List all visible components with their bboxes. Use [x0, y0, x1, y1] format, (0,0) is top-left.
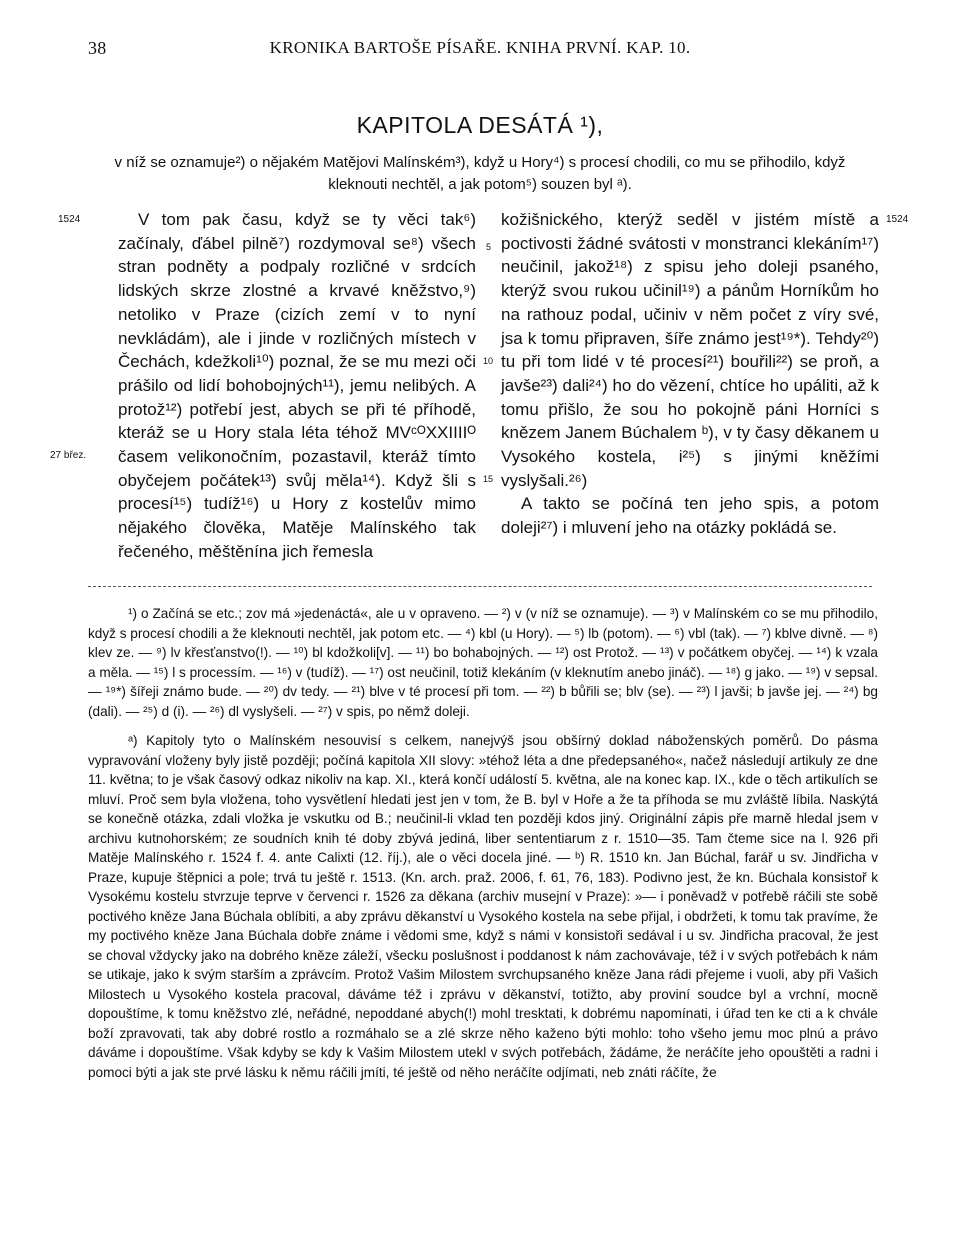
- footnote-variants: ¹) o Začíná se etc.; zov má »jedenáctá«, ale u v opraveno. — ²) v (v níž se oznamuje). — ³) v Malínském co se mu přihodilo, když s procesí chodili a že kleknouti nechtěl, jak potom etc. — ⁴) kbl (u Hory). — ⁵) lb (potom). — ⁶) vbl (tak). — ⁷) kblve divně. — ⁸) klev ze. — ⁹) lv křesťanstvo(!). — ¹⁰) bl kdožkoli[v]. — ¹¹) bo bohabojných. — ¹²) ost Protož. — ¹³) v počátkem obyčej. — ¹⁴) k vzala a měla. — ¹⁵) l s processím. — ¹⁶) v (tudíž). — ¹⁷) ost neučinil, totiž klekáním (v kleknutím anebo jináč). — ¹⁸) g jako. — ¹⁹) v sepsal. — ¹⁹*) šířeji známo bude. — ²⁰) dv tedy. — ²¹) blve v té procesí při tom. — ²²) b bůřili se; blv (se). — ²³) l javši; b javše jej. — ²⁴) bg (dali). — ²⁵) d (i). — ²⁶) dl vyslyšeli. — ²⁷) v spis, po němž doleji.: [88, 606, 878, 719]
- chapter-subtitle: v níž se oznamuje²) o nějakém Matějovi Malínském³), když u Hory⁴) s procesí chodili, co mu se přihodilo, když kleknouti nechtěl, a jak potom⁵) souzen byl ᵃ).: [114, 154, 846, 193]
- line-number-10: 10: [483, 356, 494, 366]
- running-header: [88, 38, 872, 62]
- footnotes: [88, 604, 878, 1082]
- left-paragraph-1: V tom pak času, když se ty věci tak⁶) začínaly, ďábel pilně⁷) rozdymoval se⁸) všech stran podněty a podpaly rozličné v srdcích lidských skrze zlostné a krvavé kněžstvo,⁹) netoliko v Praze (cizích zemí v to nyní nevkládám), ale i jinde v rozličných místech v Čechách, kdežkoli¹⁰) poznal, že se mu mezi oči prášilo od lidí bohobojných¹¹), jemu nelibých. A protož¹²) potřebí jest, abych se při té příhodě, kteráž se u Hory stala léta téhož MVᶜᴼXXIIIIᴼ časem velikonočním, pozastavil, kteráž tímto obyčejem počátek¹³) svůj měla¹⁴). Když šli s procesí¹⁵) tudíž¹⁶) u Hory z kostelův mimo nějakého člověka, Matěje Malínského tak řečeného, měštěnína jich řemesla: [118, 210, 476, 561]
- right-paragraph-1: kožišnického, kterýž seděl v jistém místě a poctivosti žádné svátosti v monstranci klekáním¹⁷) neučinil, jakož¹⁸) z spisu jeho doleji psaného, kterýž svou rukou učinil¹⁹) a pánům Horníkům ho na rathouz podal, učiniv v něm počet z víry své, jsa k tomu připraven, šíře známo jest¹⁹*). Tehdy²⁰) tu při tom lidé v té procesí²¹) bouřili²²) se proň, a javše²³) dali²⁴) ho do vězení, chtíce ho upáliti, až k tomu přišlo, že sou ho pokojně páni Horníci s knězem Janem Búchalem ᵇ), v ty časy děkanem u Vysokého kostela, i²⁵) s jinými kněžími vyslyšali.²⁶): [501, 210, 879, 490]
- page-number: 38: [88, 38, 107, 58]
- left-column: [118, 208, 476, 564]
- right-column: [501, 208, 879, 540]
- line-number-5: 5: [486, 242, 492, 252]
- line-number-15: 15: [483, 474, 494, 484]
- margin-year-right: 1524: [886, 214, 909, 225]
- footnote-divider: [88, 586, 872, 587]
- running-title: KRONIKA BARTOŠE PÍSAŘE. KNIHA PRVNÍ. KAP. 10.: [269, 38, 691, 57]
- margin-date-left: 27 břez.: [50, 450, 87, 461]
- chapter-title: KAPITOLA DESÁTÁ ¹),: [356, 112, 604, 138]
- right-paragraph-2: A takto se počíná ten jeho spis, a potom doleji²⁷) i mluvení jeho na otázky pokládá se.: [501, 494, 879, 538]
- margin-year-left: 1524: [58, 214, 81, 225]
- footnote-commentary: ᵃ) Kapitoly tyto o Malínském nesouvisí s celkem, nanejvýš jsou obšírný doklad náboženských poměrů. Do pásma vypravování vloženy byly jistě později; počíná kapitola XII slovy: »téhož léta a dne předepsaného«, načež následují artikuly ze dne 11. května; to je však časový odkaz nikoliv na kap. XI., která končí událostí 5. května, ale na konec kap. IX., kde o těch artikulích se mluví. Proč sem byla vložena, toho vysvětlení hledati jest jen v tom, že B. byl v Hoře a že ta příhoda se mu zvláště líbila. Naskýtá se konečně otázka, zdali vložka je vskutku od B.; neučinil-li vklad ten později kdos jiný. Originální zápis pře marně hledal jsem v archivu kutnohorském; ze soudních knih té doby zbývá jediná, liber sententiarum z r. 1510—35. Tam čteme sice na l. 926 při Matěje Malínského r. 1524 f. 4. ante Calixti (12. říj.), ale o věci docela jiné. — ᵇ) R. 1510 kn. Jan Búchal, farář u sv. Jindřicha v Praze, kupuje štěpnici a pole; trvá tu ještě r. 1513. (Kn. arch. praž. 2006, f. 61, 76, 183). Podivno jest, že kn. Búchala konsistoř k Vysokému kostelu stvrzuje teprve v červenci r. 1526 za děkana (archiv musejní v Praze): »— i poněvadž v potřebě ráčili ste sobě poctivého kněze Jana Búchala oblíbiti, a aby zprávu děkanství u Vysokého kostela na sebe přijal, i obdržeti, k tomu tak pravíme, že my poctivého kněze Jana Búchala dobře známe i vědomi sme, když s námi v konsistoři sedával i u sv. Jindřicha pracoval, že jest se choval vždycky jako na dobrého kněze záleží, všecku poslušnost i poddanost k nám zachovávaje, též i v svých potřebách k nám se utikaje, jako k svým starším a zprávcím. Protož Vašim Milostem svrchupsaného kněze Jana rádi přejeme i vuoli, aby při Vašich Milostech u Vysokého kostela pracoval, dáváme též i zprávu v děkanství, totižto, aby proviní soudce byl a vrchní, mocně dopouštíme, k tomu kněžstvo zlé, neřádné, nepoddané abych(!) mohl tresktati, k dobrému napomínati, i úřad ten ke cti a k chvále boží zpravovati, tak aby dobré rostlo a rozmáhalo se a zlé skrze něho kaženo býti mohlo: toho všeho jemu moc plnú a právo dáváme i dopouštíme. Však kdyby se kdy k Vašim Milostem utekl v svých potřebách, žádáme, že neráčíte jeho opouštěti a radni i pomoci býti a jak ste prvé lásku k němu ráčili jmíti, té ještě od něho neráčíte odjímati, neb znáti ráčíte, že: [88, 733, 878, 1080]
